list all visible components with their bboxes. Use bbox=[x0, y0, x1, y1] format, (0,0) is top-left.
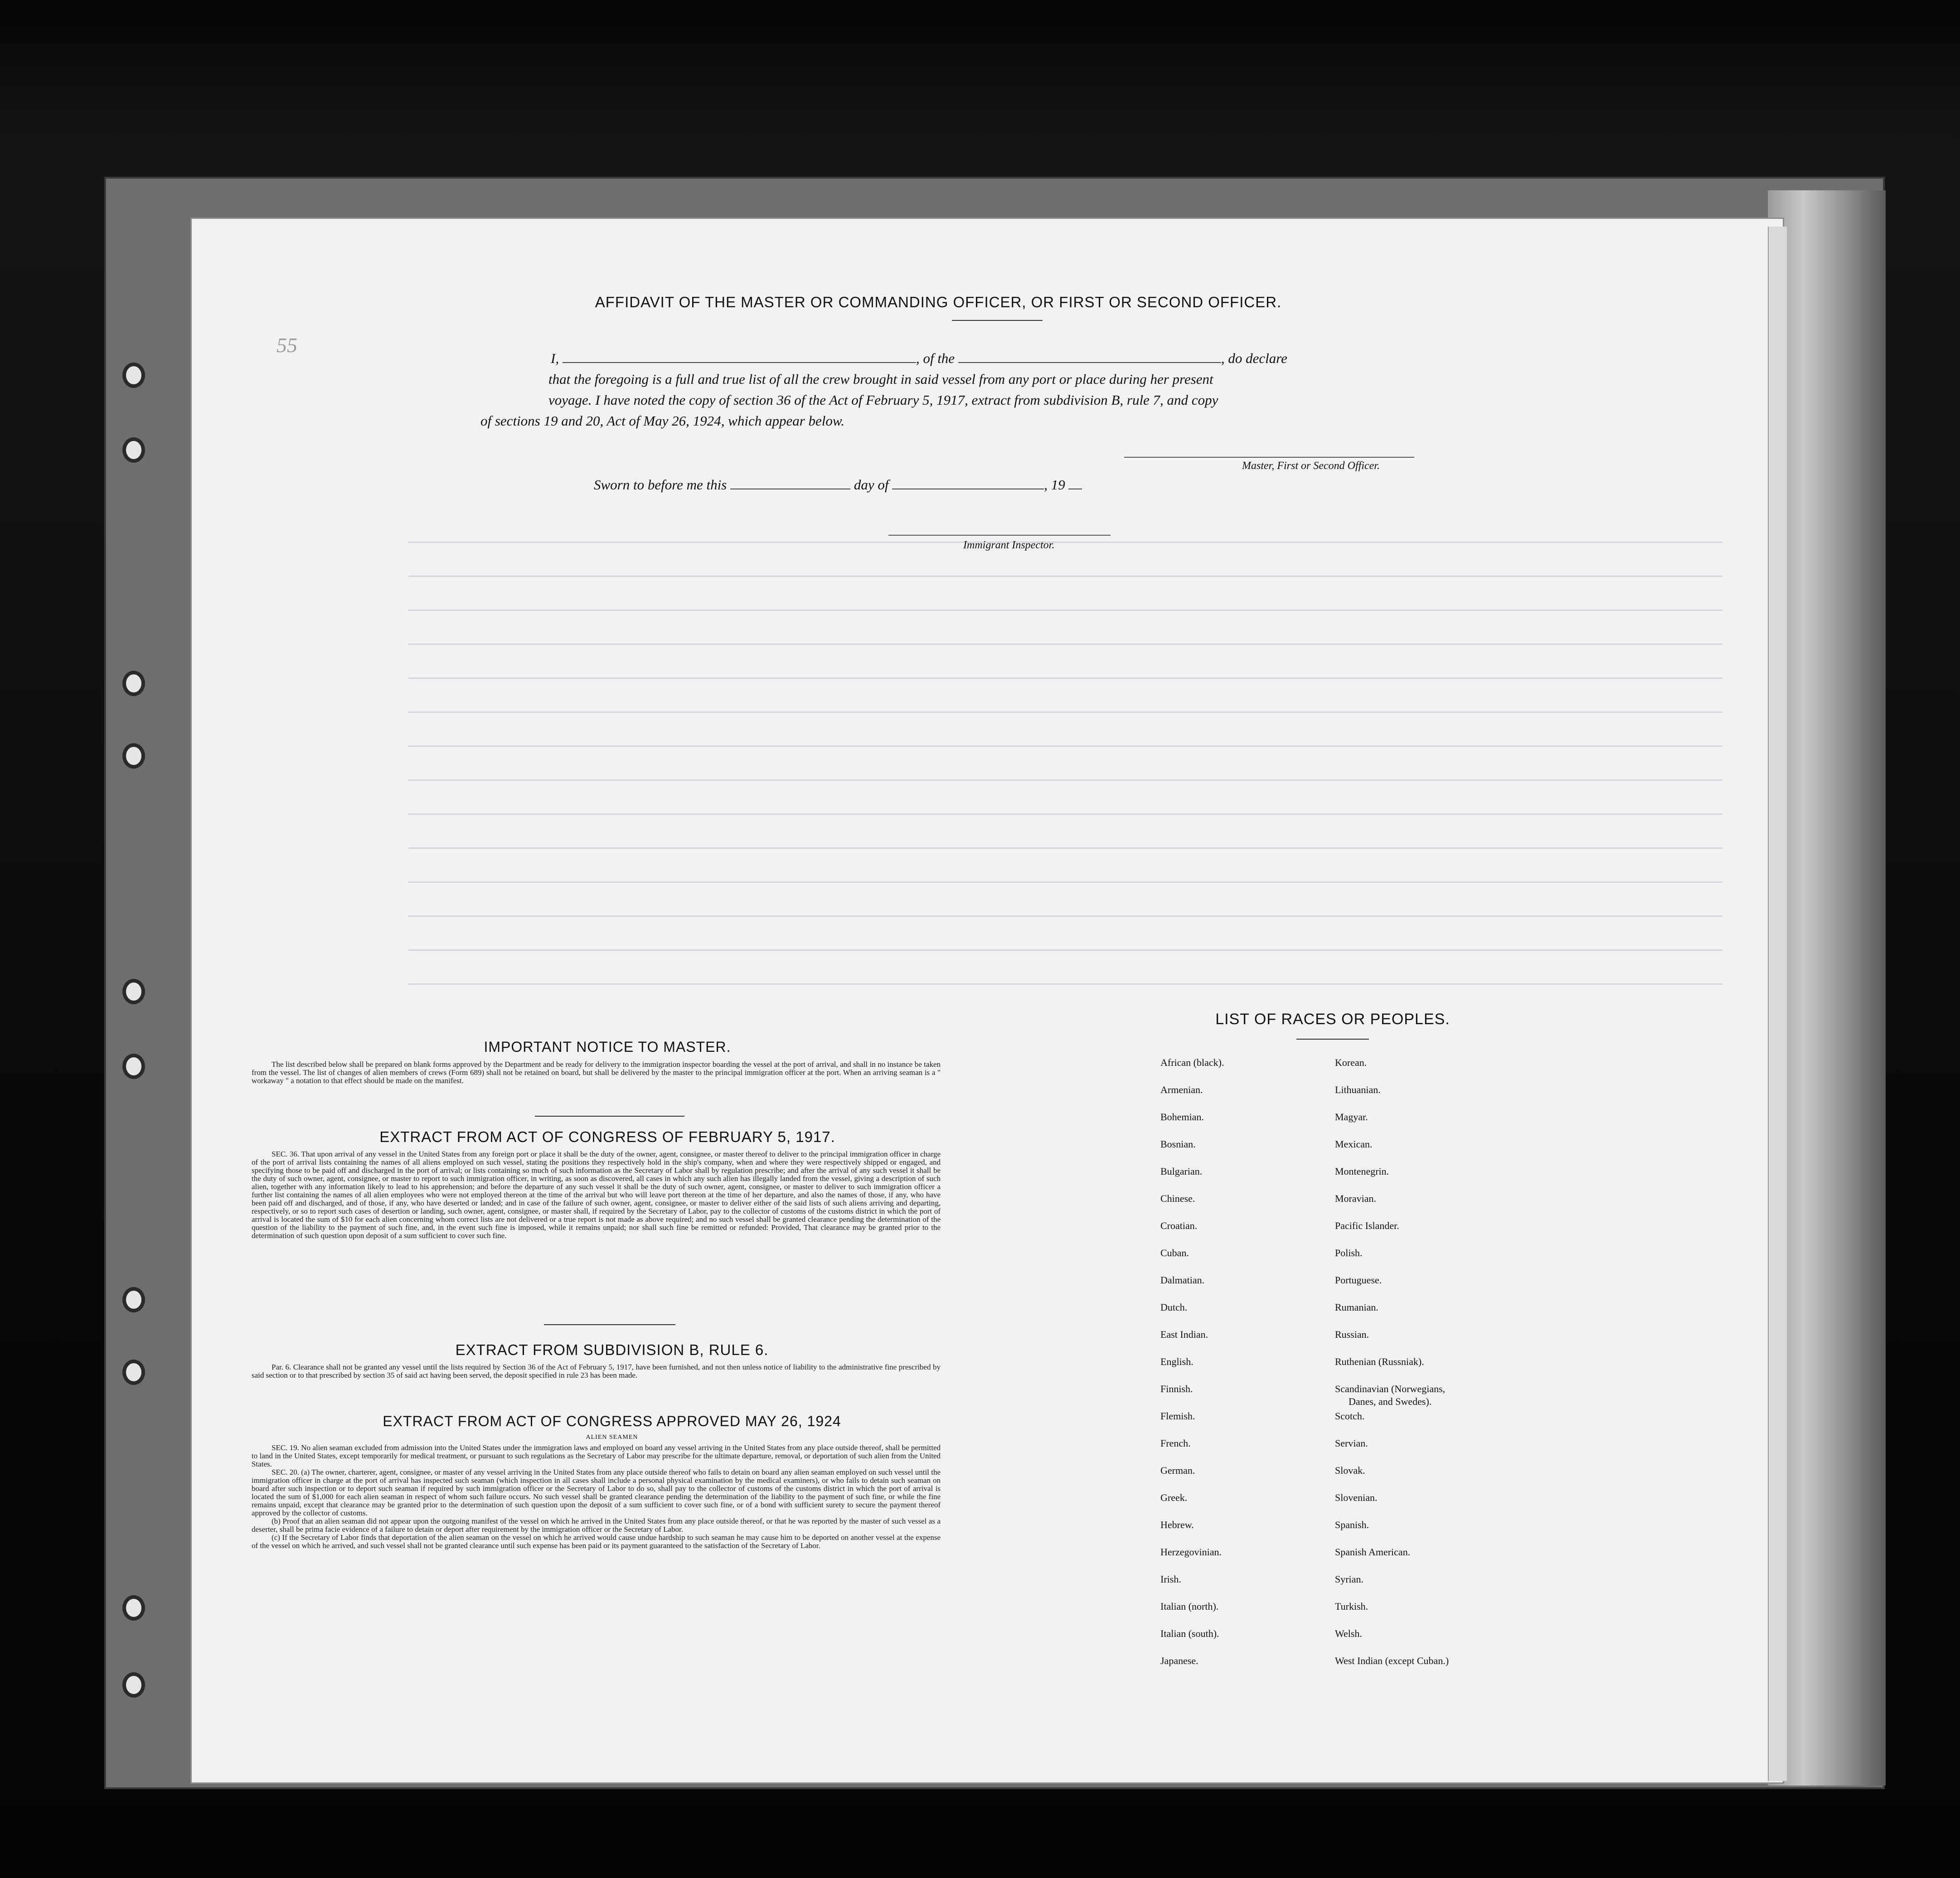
section-divider bbox=[544, 1324, 675, 1325]
race-item: Herzegovinian. bbox=[1160, 1546, 1222, 1558]
margin-handwritten-mark: 55 bbox=[277, 334, 297, 357]
race-item: French. bbox=[1160, 1438, 1191, 1449]
binder-hole bbox=[122, 1672, 145, 1698]
binder-hole bbox=[122, 743, 145, 769]
race-item: Portuguese. bbox=[1335, 1274, 1382, 1286]
race-item: Moravian. bbox=[1335, 1193, 1377, 1204]
declaration-line-1 bbox=[551, 348, 1444, 369]
bleed-through-rule bbox=[408, 745, 1722, 747]
bleed-through-rule bbox=[408, 542, 1722, 543]
sworn-month-field[interactable] bbox=[892, 476, 1044, 489]
binder-hole bbox=[122, 437, 145, 463]
notice-title: IMPORTANT NOTICE TO MASTER. bbox=[484, 1039, 731, 1055]
alien-seamen-subtitle: ALIEN SEAMEN bbox=[586, 1434, 638, 1441]
binder-hole bbox=[122, 671, 145, 696]
inspector-label: Immigrant Inspector. bbox=[963, 539, 1055, 551]
bleed-through-rule bbox=[408, 610, 1722, 611]
race-item: Magyar. bbox=[1335, 1111, 1368, 1123]
race-item: Welsh. bbox=[1335, 1628, 1362, 1639]
race-item: Scandinavian (Norwegians, bbox=[1335, 1383, 1446, 1394]
bleed-through-rule bbox=[408, 881, 1722, 883]
race-item: Russian. bbox=[1335, 1329, 1369, 1340]
of-the-label: , of the bbox=[916, 350, 955, 366]
binder-hole bbox=[122, 979, 145, 1004]
extract-1924-text bbox=[252, 1444, 941, 1550]
sec-19-paragraph: SEC. 19. No alien seaman excluded from admission into the United States under the immigration laws and employed on board any vessel arriving in the United States from any place outside thereof, shall be permitted to land in the United States, except temporarily for medical treatment, or pursuant to such regulations as the Secretary of Labor may prescribe for the ultimate departure, removal, or deportation of such alien from the United States. bbox=[252, 1443, 941, 1468]
declaration-line-2: that the foregoing is a full and true list of all the crew brought in said vessel from any port or place during her present bbox=[548, 371, 1213, 387]
extract-1917-title: EXTRACT FROM ACT OF CONGRESS OF FEBRUARY 5, 1917. bbox=[379, 1128, 835, 1145]
race-item: Spanish American. bbox=[1335, 1546, 1411, 1558]
race-item: Montenegrin. bbox=[1335, 1166, 1389, 1177]
race-item: Mexican. bbox=[1335, 1138, 1373, 1150]
sec-20c-paragraph: (c) If the Secretary of Labor finds that deportation of the alien seaman on the vessel on which he arrived would cause undue hardship to such seaman he may cause him to be deported on another vessel at the expense of the vessel on which he arrived, and such vessel shall not be granted clearance until such expense has been paid or its payment guaranteed to the satisfaction of the Secretary of Labor. bbox=[252, 1533, 941, 1550]
extract-1924-title: EXTRACT FROM ACT OF CONGRESS APPROVED MAY 26, 1924 bbox=[383, 1413, 841, 1429]
race-item: Spanish. bbox=[1335, 1519, 1369, 1530]
sheet-edge bbox=[1768, 227, 1787, 1781]
bleed-through-rule bbox=[408, 576, 1722, 577]
bleed-through-rule bbox=[408, 915, 1722, 917]
race-item: Italian (south). bbox=[1160, 1628, 1219, 1639]
bleed-through-rule bbox=[408, 949, 1722, 951]
declarant-name-field[interactable] bbox=[563, 349, 916, 363]
race-item: Lithuanian. bbox=[1335, 1084, 1381, 1095]
race-item: Chinese. bbox=[1160, 1193, 1195, 1204]
race-item: Armenian. bbox=[1160, 1084, 1203, 1095]
race-item: Korean. bbox=[1335, 1057, 1367, 1068]
bleed-through-rule bbox=[408, 983, 1722, 985]
bleed-through-rule bbox=[408, 678, 1722, 679]
binder-hole bbox=[122, 1360, 145, 1385]
race-item: Polish. bbox=[1335, 1247, 1363, 1258]
race-item: Dutch. bbox=[1160, 1302, 1188, 1313]
race-item: Slovak. bbox=[1335, 1465, 1365, 1476]
year-prefix: , 19 bbox=[1044, 477, 1065, 493]
race-item: Bulgarian. bbox=[1160, 1166, 1203, 1177]
declarant-prefix: I, bbox=[551, 350, 559, 366]
binder-hole bbox=[122, 1595, 145, 1621]
extract-1917-text bbox=[252, 1150, 941, 1240]
race-item: Dalmatian. bbox=[1160, 1274, 1205, 1286]
rule-6-paragraph: Par. 6. Clearance shall not be granted any vessel until the lists required by Section 36 of the Act of February 5, 1917, have been furnished, and not then unless notice of liability to the administrative fine prescribed by said section or to that prescribed by section 35 of said act having been served, the deposit specified in rule 23 has been made. bbox=[252, 1363, 941, 1379]
race-item: Irish. bbox=[1160, 1573, 1181, 1585]
master-signature-label: Master, First or Second Officer. bbox=[1242, 460, 1380, 472]
race-item: Greek. bbox=[1160, 1492, 1188, 1503]
day-of-label: day of bbox=[854, 477, 889, 493]
race-item: Finnish. bbox=[1160, 1383, 1193, 1394]
race-item: Croatian. bbox=[1160, 1220, 1198, 1231]
section-36-paragraph: SEC. 36. That upon arrival of any vessel in the United States from any foreign port or place it shall be the duty of the owner, agent, consignee, or master thereof to deliver to the principal immigration officer in charge of the port of arrival lists containing the names of all aliens employed on such vessel, stating the positions they respectively hold in the ship's company, when and where they were respectively shipped or engaged, and specifying those to be paid off and discharged in the port of arrival; or lists containing so much of such information as the Secretary of Labor shall by regulation prescribe; and after the arrival of any such vessel it shall be the duty of such owner, agent, consignee, or master to report to such immigration officer, in writing, as soon as discovered, all cases in which any such alien has illegally landed from the vessel, giving a description of such alien, together with any information likely to lead to his apprehension; and before the departure of any such vessel it shall be the duty of such owner, agent, consignee, or master to deliver to such immigration officer a further list containing the names of all alien employees who were not employed thereon at the time of the arrival but who will leave port thereon at the time of her departure, and also the names of those, if any, who have been paid off and discharged, and of those, if any, who have deserted or landed; and in case of the failure of such owner, agent, consignee, or master to deliver either of the said lists of such aliens arriving and departing, respectively, or so to report such cases of desertion or landing, such owner, agent, consignee, or master shall, if required by the Secretary of Labor, pay to the collector of customs of the customs district in which the port of arrival is located the sum of $10 for each alien concerning whom correct lists are not delivered or a true report is not made as above required; and no such vessel shall be granted clearance pending the determination of the question of the liability to the payment of such fine, and, in the event such fine is imposed, while it remains unpaid; nor shall such fine be remitted or refunded: Provided, That clearance may be granted prior to the determination of such question upon deposit of a sum sufficient to cover such fine. bbox=[252, 1150, 941, 1240]
do-declare-label: , do declare bbox=[1221, 350, 1287, 366]
bleed-through-rule bbox=[408, 779, 1722, 781]
race-item: East Indian. bbox=[1160, 1329, 1208, 1340]
binder-hole bbox=[122, 1287, 145, 1312]
bleed-through-rule bbox=[408, 712, 1722, 713]
extract-rule6-title: EXTRACT FROM SUBDIVISION B, RULE 6. bbox=[455, 1341, 769, 1358]
sec-20a-paragraph: SEC. 20. (a) The owner, charterer, agent, consignee, or master of any vessel arriving in the United States from any place outside thereof who fails to detain on board any alien seaman employed on such vessel until the immigration officer in charge at the port of arrival has inspected such seaman (which inspection in all cases shall include a personal physical examination by the medical examiners), or who fails to detain such seaman on board after such inspection or to deport such seaman if required by such immigration officer or the Secretary of Labor to do so, shall pay to the collector of customs of the customs district in which the port of arrival is located the sum of $1,000 for each alien seaman in respect of whom such failure occurs. No such vessel shall be granted clearance pending the determination of the liability to the payment of such fine, or while the fine remains unpaid, except that clearance may be granted prior to the determination of such question upon the deposit of a sum sufficient to cover such fine, or of a bond with sufficient surety to secure the payment thereof approved by the collector of customs. bbox=[252, 1468, 941, 1517]
notice-text bbox=[252, 1060, 941, 1085]
race-item: Japanese. bbox=[1160, 1655, 1198, 1666]
bleed-through-rule bbox=[408, 847, 1722, 849]
extract-rule6-text bbox=[252, 1363, 941, 1379]
race-item: Scotch. bbox=[1335, 1410, 1365, 1422]
declaration-block bbox=[480, 348, 1444, 431]
bleed-through-rule bbox=[408, 644, 1722, 645]
race-item: Hebrew. bbox=[1160, 1519, 1194, 1530]
vessel-name-field[interactable] bbox=[958, 349, 1221, 363]
binder-hole bbox=[122, 1054, 145, 1079]
race-item: Rumanian. bbox=[1335, 1302, 1378, 1313]
sec-20b-paragraph: (b) Proof that an alien seaman did not appear upon the outgoing manifest of the vessel on which he arrived in the United States from any place outside thereof, or that he was reported by the master of such vessel as a deserter, shall be prima facie evidence of a failure to detain or deport after requirement by the immigration officer or the Secretary of Labor. bbox=[252, 1517, 941, 1534]
race-item: Ruthenian (Russniak). bbox=[1335, 1356, 1424, 1367]
bleed-through-rule bbox=[408, 813, 1722, 815]
declaration-line-3: voyage. I have noted the copy of section 36 of the Act of February 5, 1917, extract from subdivision B, rule 7, and copy bbox=[548, 392, 1218, 408]
race-item: Cuban. bbox=[1160, 1247, 1189, 1258]
race-item: German. bbox=[1160, 1465, 1195, 1476]
races-title: LIST OF RACES OR PEOPLES. bbox=[1215, 1011, 1450, 1028]
binder-hole bbox=[122, 363, 145, 388]
race-item: Danes, and Swedes). bbox=[1349, 1396, 1432, 1407]
title-divider bbox=[952, 320, 1043, 321]
notice-paragraph: The list described below shall be prepared on blank forms approved by the Department and be ready for delivery to the immigration inspector boarding the vessel at the port of arrival, and shall in no instance be taken from the vessel. The list of changes of alien members of crews (Form 689) shall not be retained on board, but shall be delivered by the master to the principal immigration officer at the port. When an arriving seaman is a " workaway " a notation to that effect should be made on the manifest. bbox=[252, 1060, 941, 1085]
race-item: Flemish. bbox=[1160, 1410, 1195, 1422]
declaration-line-4: of sections 19 and 20, Act of May 26, 1924, which appear below. bbox=[480, 413, 845, 429]
race-item: Italian (north). bbox=[1160, 1601, 1219, 1612]
race-item: Servian. bbox=[1335, 1438, 1368, 1449]
sworn-label: Sworn to before me this bbox=[594, 477, 727, 493]
race-item: Pacific Islander. bbox=[1335, 1220, 1399, 1231]
sworn-day-field[interactable] bbox=[730, 476, 850, 489]
race-item: Turkish. bbox=[1335, 1601, 1368, 1612]
race-item: Slovenian. bbox=[1335, 1492, 1378, 1503]
sworn-year-field[interactable] bbox=[1068, 476, 1082, 489]
section-divider bbox=[535, 1116, 684, 1117]
race-item: Bosnian. bbox=[1160, 1138, 1196, 1150]
race-item: West Indian (except Cuban.) bbox=[1335, 1655, 1449, 1666]
race-item: African (black). bbox=[1160, 1057, 1224, 1068]
master-signature-line[interactable] bbox=[1124, 457, 1414, 458]
inspector-signature-line[interactable] bbox=[888, 535, 1111, 536]
sworn-line bbox=[594, 476, 1082, 493]
races-divider bbox=[1296, 1039, 1369, 1040]
race-item: Bohemian. bbox=[1160, 1111, 1204, 1123]
race-item: English. bbox=[1160, 1356, 1193, 1367]
race-item: Syrian. bbox=[1335, 1573, 1363, 1585]
affidavit-title: AFFIDAVIT OF THE MASTER OR COMMANDING OFFICER, OR FIRST OR SECOND OFFICER. bbox=[595, 294, 1282, 310]
